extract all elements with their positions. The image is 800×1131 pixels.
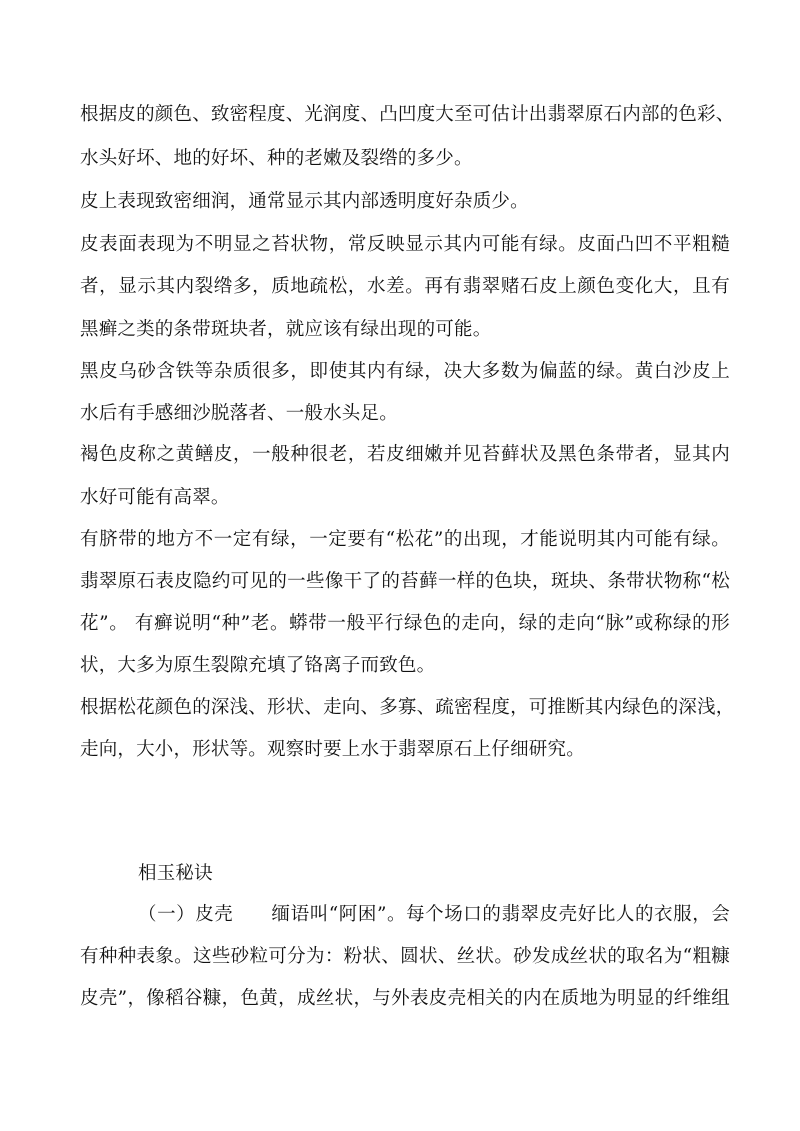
text-line: 黑皮乌砂含铁等杂质很多，即使其内有绿，决大多数为偏蓝的绿。黄白沙皮上: [80, 361, 730, 382]
text-line: 翡翠原石表皮隐约可见的一些像干了的苔藓一样的色块，斑块、条带状物称“松: [80, 571, 730, 592]
text-line: 水后有手感细沙脱落者、一般水头足。: [80, 403, 398, 424]
text-line: 皮上表现致密细润，通常显示其内部透明度好杂质少。: [80, 191, 529, 212]
text-line: 黑癣之类的条带斑块者，就应该有绿出现的可能。: [80, 319, 492, 340]
text-line: 根据皮的颜色、致密程度、光润度、凸凹度大至可估计出翡翠原石内部的色彩、: [80, 104, 735, 125]
text-line: 皮表面表现为不明显之苔状物，常反映显示其内可能有绿。皮面凸凹不平粗糙: [80, 234, 730, 255]
text-line: 水头好坏、地的好坏、种的老嫩及裂绺的多少。: [80, 148, 473, 169]
text-line: 花”。 有癣说明“种”老。蟒带一般平行绿色的走向，绿的走向“脉”或称绿的形: [80, 613, 730, 634]
text-line: 者，显示其内裂绺多，质地疏松，水差。再有翡翠赌石皮上颜色变化大，且有: [80, 276, 730, 297]
section-text-line: 有种种表象。这些砂粒可分为：粉状、圆状、丝状。砂发成丝状的取名为“粗糠: [80, 946, 730, 967]
section-text-line: （一）皮壳 缅语叫“阿困”。每个场口的翡翠皮壳好比人的衣服，会: [138, 904, 730, 925]
text-line: 状，大多为原生裂隙充填了铬离子而致色。: [80, 655, 436, 676]
section-text-line: 皮壳”，像稻谷糠，色黄，成丝状，与外表皮壳相关的内在质地为明显的纤维组: [80, 988, 730, 1009]
text-line: 水好可能有高翠。: [80, 487, 230, 508]
section-title: 相玉秘诀: [138, 863, 213, 884]
text-line: 走向，大小，形状等。观察时要上水于翡翠原石上仔细研究。: [80, 739, 585, 760]
text-line: 有脐带的地方不一定有绿，一定要有“松花”的出现，才能说明其内可能有绿。: [80, 529, 730, 550]
text-line: 褐色皮称之黄鳝皮，一般种很老，若皮细嫩并见苔藓状及黑色条带者，显其内: [80, 444, 730, 465]
text-line: 根据松花颜色的深浅、形状、走向、多寡、疏密程度，可推断其内绿色的深浅，: [80, 697, 735, 718]
